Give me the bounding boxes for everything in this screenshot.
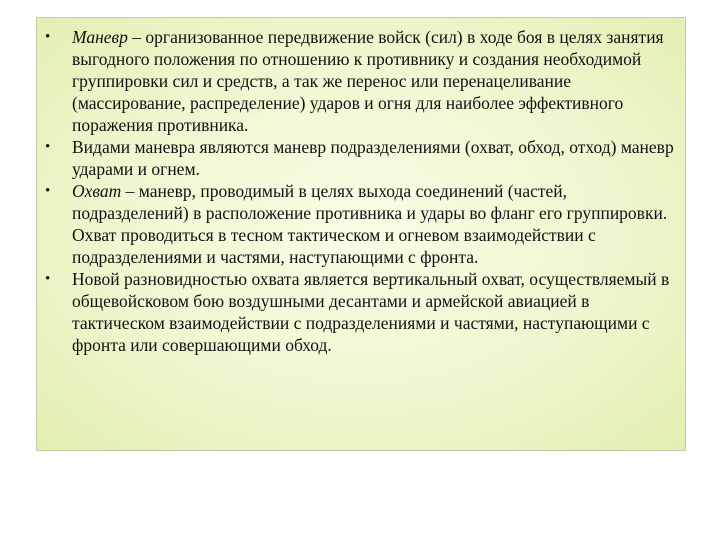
bullet-icon: • — [45, 271, 51, 287]
definition-text: – организованное передвижение войск (сил) в ходе боя в целях занятия выгодного положения по отношению к противнику и создания необходимой группировки сил и средств, а так же перенос или перенацеливание (массирование, распределение) ударов и огня для наиболее эффективного поражения противника. — [72, 27, 664, 135]
term-envelopment: Охват — [72, 181, 122, 201]
types-text: Видами маневра являются маневр подразделениями (охват, обход, отход) маневр ударами и огнем. — [72, 137, 674, 179]
bullet-list — [42, 26, 677, 356]
definition-text: – маневр, проводимый в целях выхода соединений (частей, подразделений) в расположение противника и удары во фланг его группировки. Охват проводиться в тесном тактическом и огневом взаимодействии с подразделениями и частями, наступающими с фронта. — [72, 181, 668, 267]
bullet-item-maneuver-types — [42, 136, 677, 180]
term-maneuver: Маневр — [72, 27, 128, 47]
bullet-icon: • — [45, 139, 51, 155]
bullet-item-maneuver-definition — [42, 26, 677, 136]
content-text-box — [36, 17, 686, 451]
bullet-icon: • — [45, 183, 51, 199]
bullet-icon: • — [45, 29, 51, 45]
vertical-envelopment-text: Новой разновидностью охвата является вертикальный охват, осуществляемый в общевойсковом бою воздушными десантами и армейской авиацией в тактическом взаимодействии с подразделениями и частями, наступающими с фронта или совершающими обход. — [72, 269, 670, 355]
bullet-item-envelopment-definition — [42, 180, 677, 268]
bullet-item-vertical-envelopment — [42, 268, 677, 356]
